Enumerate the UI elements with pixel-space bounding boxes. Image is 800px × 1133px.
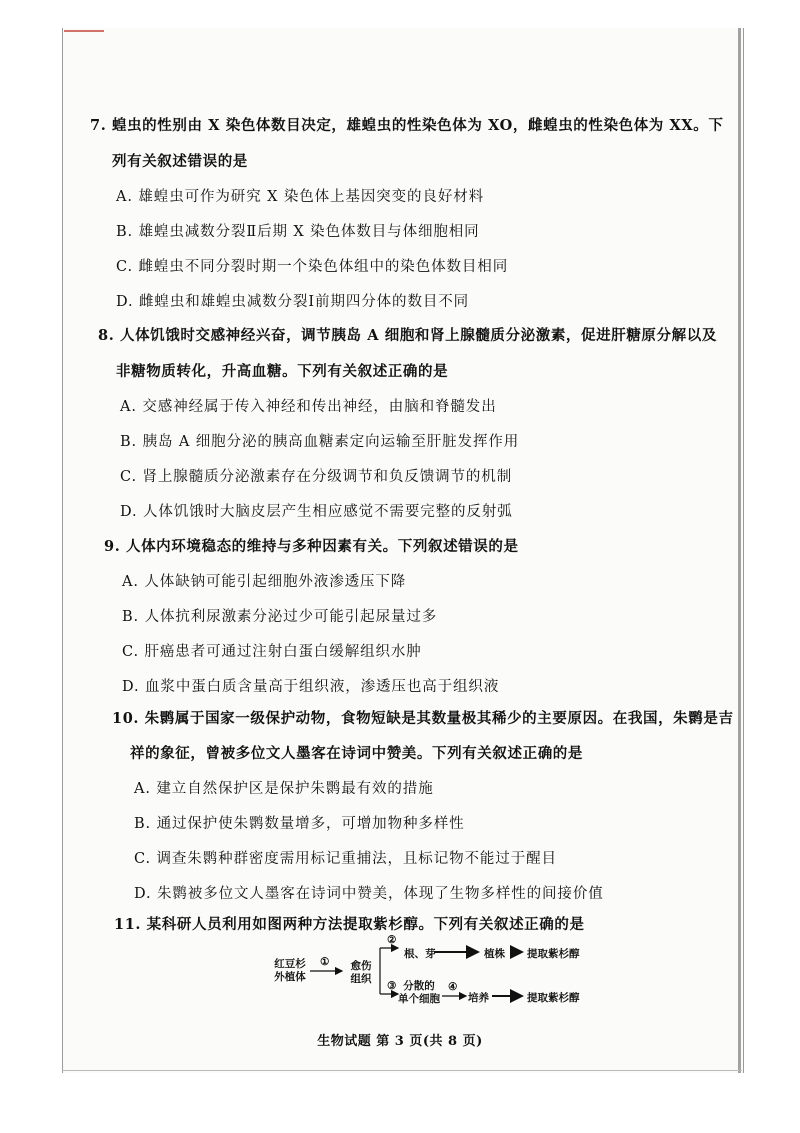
q10-option-b: B. 通过保护使朱鹮数量增多，可增加物种多样性 [134, 816, 465, 832]
node-dispersed-cells: 分散的 单个细胞 [398, 980, 440, 1005]
q7-option-c: C. 雌蝗虫不同分裂时期一个染色体组中的染色体数目相同 [116, 259, 509, 275]
node-plant: 植株 [484, 948, 505, 960]
q10-stem-line1: 10. 朱鹮属于国家一级保护动物，食物短缺是其数量极其稀少的主要原因。在我国，朱鹮是吉 [112, 710, 734, 727]
q8-option-b: B. 胰岛 A 细胞分泌的胰高血糖素定向运输至肝脏发挥作用 [120, 434, 520, 450]
q9-option-b: B. 人体抗利尿激素分泌过少可能引起尿量过多 [122, 609, 438, 625]
node-callus: 愈伤 组织 [350, 960, 372, 985]
label-step4: ④ [448, 981, 458, 993]
q8-option-c: C. 肾上腺髓质分泌激素存在分级调节和负反馈调节的机制 [120, 469, 513, 485]
node-extract-2: 提取紫杉醇 [527, 992, 580, 1004]
q9-stem: 9. 人体内环境稳态的维持与多种因素有关。下列叙述错误的是 [104, 538, 519, 555]
scan-mark [64, 30, 104, 32]
label-step3: ③ [387, 980, 397, 992]
q10-option-a: A. 建立自然保护区是保护朱鹮最有效的措施 [134, 781, 434, 797]
page-edge-shadow [738, 28, 741, 1073]
q10-option-d: D. 朱鹮被多位文人墨客在诗词中赞美，体现了生物多样性的间接价值 [134, 886, 604, 902]
q7-stem-line2: 列有关叙述错误的是 [112, 153, 248, 170]
node-extract-1: 提取紫杉醇 [527, 948, 580, 960]
q7-option-b: B. 雄蝗虫减数分裂Ⅱ后期 X 染色体数目与体细胞相同 [116, 224, 480, 240]
q9-option-c: C. 肝癌患者可通过注射白蛋白缓解组织水肿 [122, 644, 422, 660]
q9-option-a: A. 人体缺钠可能引起细胞外液渗透压下降 [122, 574, 407, 590]
node-explant: 红豆杉 外植体 [274, 958, 306, 983]
q8-option-a: A. 交感神经属于传入神经和传出神经，由脑和脊髓发出 [120, 399, 497, 415]
q7-option-a: A. 雄蝗虫可作为研究 X 染色体上基因突变的良好材料 [116, 189, 485, 205]
node-roots-buds: 根、芽 [404, 948, 436, 960]
q9-option-d: D. 血浆中蛋白质含量高于组织液，渗透压也高于组织液 [122, 679, 500, 695]
q7-stem-line1: 7. 蝗虫的性别由 X 染色体数目决定，雄蝗虫的性染色体为 XO，雌蝗虫的性染色体为 XX。下 [90, 117, 724, 134]
label-step2: ② [387, 934, 397, 946]
extraction-flow-diagram [270, 930, 600, 1010]
q7-option-d: D. 雌蝗虫和雄蝗虫减数分裂Ⅰ前期四分体的数目不同 [116, 294, 470, 310]
q8-stem-line1: 8. 人体饥饿时交感神经兴奋，调节胰岛 A 细胞和肾上腺髓质分泌激素，促进肝糖原分解以及 [98, 327, 717, 344]
page-bottom-edge [62, 1070, 742, 1071]
q10-stem-line2: 祥的象征，曾被多位文人墨客在诗词中赞美。下列有关叙述正确的是 [130, 745, 583, 762]
q8-option-d: D. 人体饥饿时大脑皮层产生相应感觉不需要完整的反射弧 [120, 504, 513, 520]
page-footer: 生物试题 第 3 页(共 8 页) [317, 1034, 483, 1049]
q11-stem: 11. 某科研人员利用如图两种方法提取紫杉醇。下列有关叙述正确的是 [114, 916, 585, 933]
q10-option-c: C. 调查朱鹮种群密度需用标记重捕法，且标记物不能过于醒目 [134, 851, 557, 867]
node-culture: 培养 [468, 992, 489, 1004]
q8-stem-line2: 非糖物质转化，升高血糖。下列有关叙述正确的是 [116, 363, 449, 380]
label-step1: ① [320, 956, 330, 968]
